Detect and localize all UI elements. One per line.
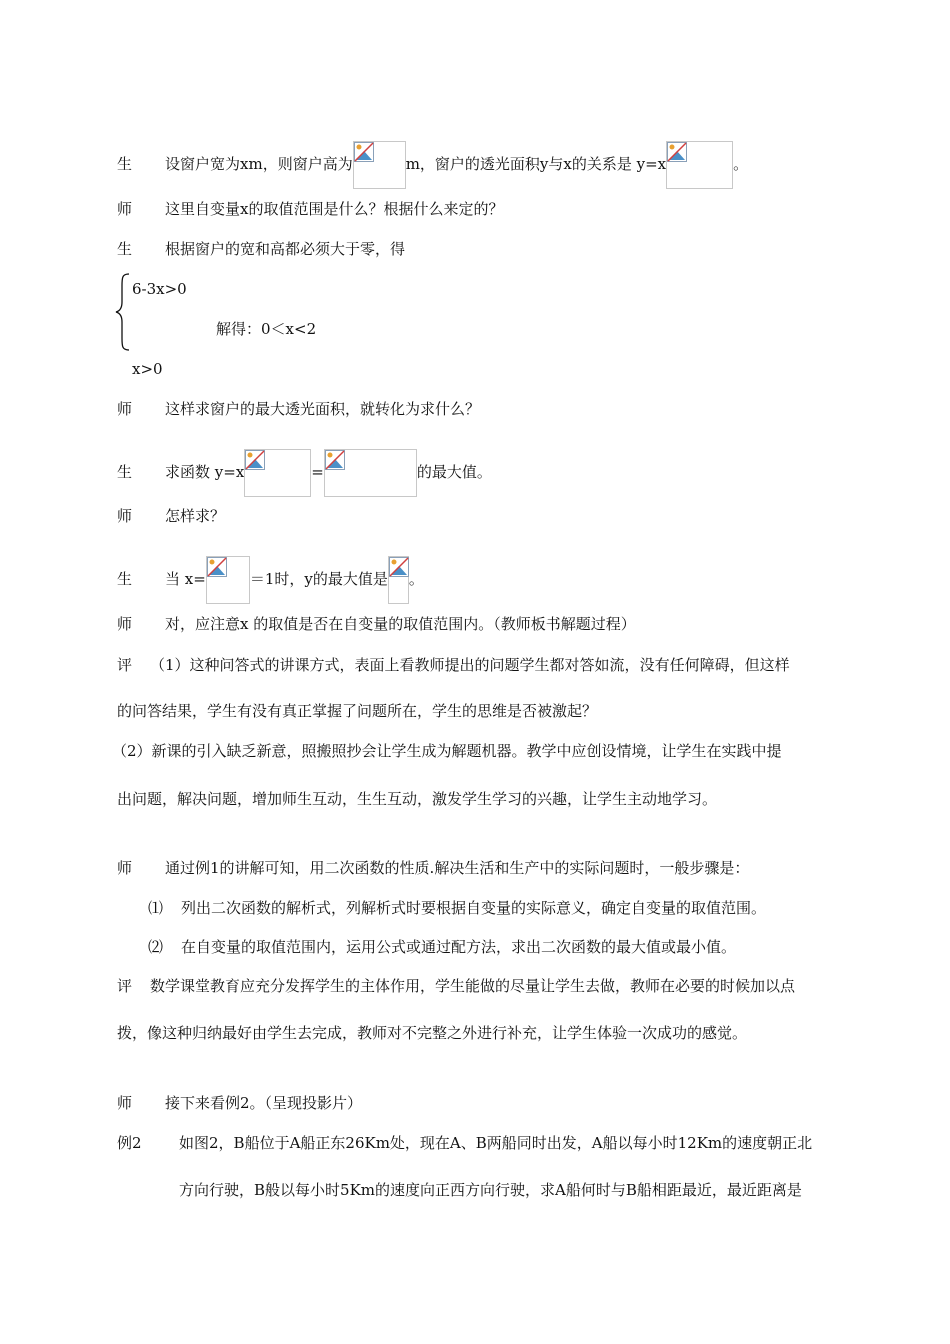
formula-image-placeholder <box>666 141 733 189</box>
speaker: 评 <box>117 977 133 995</box>
dialogue-line <box>117 239 405 259</box>
dialogue-line <box>117 858 749 878</box>
line-text: 怎样求？ <box>165 507 226 525</box>
formula-image-placeholder <box>244 449 311 497</box>
speaker: 生 <box>117 240 133 258</box>
broken-image-icon <box>245 450 265 470</box>
comment-line: 拨，像这种归纳最好由学生去完成，教师对不完整之外进行补充，让学生体验一次成功的感觉。 <box>117 1024 748 1042</box>
inequality-bottom: x>0 <box>132 360 163 378</box>
curly-brace <box>113 272 133 352</box>
line-text: （1）这种问答式的讲课方式，表面上看教师提出的问题学生都对答如流，没有任何障碍，但这样 <box>150 656 790 674</box>
step-item <box>148 898 766 918</box>
solution-text: 解得：0＜x<2 <box>216 320 317 338</box>
line-text: m，窗户的透光面积y与x的关系是 y=x <box>405 155 667 173</box>
line-text: 通过例1的讲解可知，用二次函数的性质.解决生活和生产中的实际问题时，一般步骤是： <box>165 859 750 877</box>
speaker: 师 <box>117 859 133 877</box>
dialogue-line <box>117 141 748 189</box>
dialogue-line <box>117 449 492 497</box>
speaker: 评 <box>117 656 133 674</box>
line-text: 这里自变量x的取值范围是什么？根据什么来定的？ <box>165 200 504 218</box>
broken-image-icon <box>667 142 687 162</box>
line-text: 对，应注意x 的取值是否在自变量的取值范围内。（教师板书解题过程） <box>165 615 636 633</box>
line-text: 。 <box>733 155 749 173</box>
dialogue-line <box>117 199 503 219</box>
speaker: 师 <box>117 400 133 418</box>
comment-line <box>117 976 795 996</box>
speaker: 师 <box>117 615 133 633</box>
dialogue-line <box>117 506 225 526</box>
dialogue-line <box>117 556 424 604</box>
speaker: 师 <box>117 1094 133 1112</box>
line-text: 设窗户宽为xm，则窗户高为 <box>165 155 353 173</box>
line-text: 求函数 y=x <box>165 463 245 481</box>
line-text: 在自变量的取值范围内，运用公式或通过配方法，求出二次函数的最大值或最小值。 <box>181 938 737 956</box>
comment-line <box>117 655 790 675</box>
speaker: 生 <box>117 570 133 588</box>
formula-image-placeholder <box>353 141 406 189</box>
broken-image-icon <box>389 557 409 577</box>
line-text: 如图2，B船位于A船正东26Km处，现在A、B两船同时出发，A船以每小时12Km的速度朝正北 <box>179 1134 813 1152</box>
comment-line: （2）新课的引入缺乏新意，照搬照抄会让学生成为解题机器。教学中应创设情境，让学生在实践中提 <box>112 742 782 760</box>
example-line <box>117 1133 812 1153</box>
line-text: 这样求窗户的最大透光面积，就转化为求什么？ <box>165 400 481 418</box>
speaker: 生 <box>117 155 133 173</box>
broken-image-icon <box>325 450 345 470</box>
dialogue-line <box>117 1093 362 1113</box>
step-item <box>148 937 736 957</box>
dialogue-line <box>117 614 636 634</box>
line-text: 的最大值。 <box>416 463 492 481</box>
formula-image-placeholder <box>388 556 409 604</box>
formula-image-placeholder <box>206 556 250 604</box>
line-text: 。 <box>408 570 424 588</box>
step-number: ⑵ <box>148 938 164 956</box>
line-text: ＝1时，y的最大值是 <box>249 570 388 588</box>
broken-image-icon <box>207 557 227 577</box>
comment-line: 的问答结果，学生有没有真正掌握了问题所在，学生的思维是否被激起？ <box>117 702 598 720</box>
formula-image-placeholder <box>324 449 417 497</box>
line-text: 接下来看例2。（呈现投影片） <box>165 1094 363 1112</box>
example-label: 例2 <box>117 1134 142 1152</box>
line-text: 根据窗户的宽和高都必须大于零，得 <box>165 240 406 258</box>
comment-line: 出问题，解决问题，增加师生互动，生生互动，激发学生学习的兴趣，让学生主动地学习。 <box>117 790 718 808</box>
dialogue-line <box>117 399 480 419</box>
line-text: 数学课堂教育应充分发挥学生的主体作用，学生能做的尽量让学生去做，教师在必要的时候加以点 <box>150 977 796 995</box>
step-number: ⑴ <box>148 899 164 917</box>
line-text: = <box>311 463 324 481</box>
speaker: 生 <box>117 463 133 481</box>
broken-image-icon <box>354 142 374 162</box>
line-text: 当 x= <box>165 570 206 588</box>
speaker: 师 <box>117 507 133 525</box>
example-line: 方向行驶，B般以每小时5Km的速度向正西方向行驶，求A船何时与B船相距最近，最近距离是 <box>179 1181 802 1199</box>
speaker: 师 <box>117 200 133 218</box>
inequality-top: 6-3x>0 <box>132 280 187 298</box>
line-text: 列出二次函数的解析式，列解析式时要根据自变量的实际意义，确定自变量的取值范围。 <box>181 899 767 917</box>
